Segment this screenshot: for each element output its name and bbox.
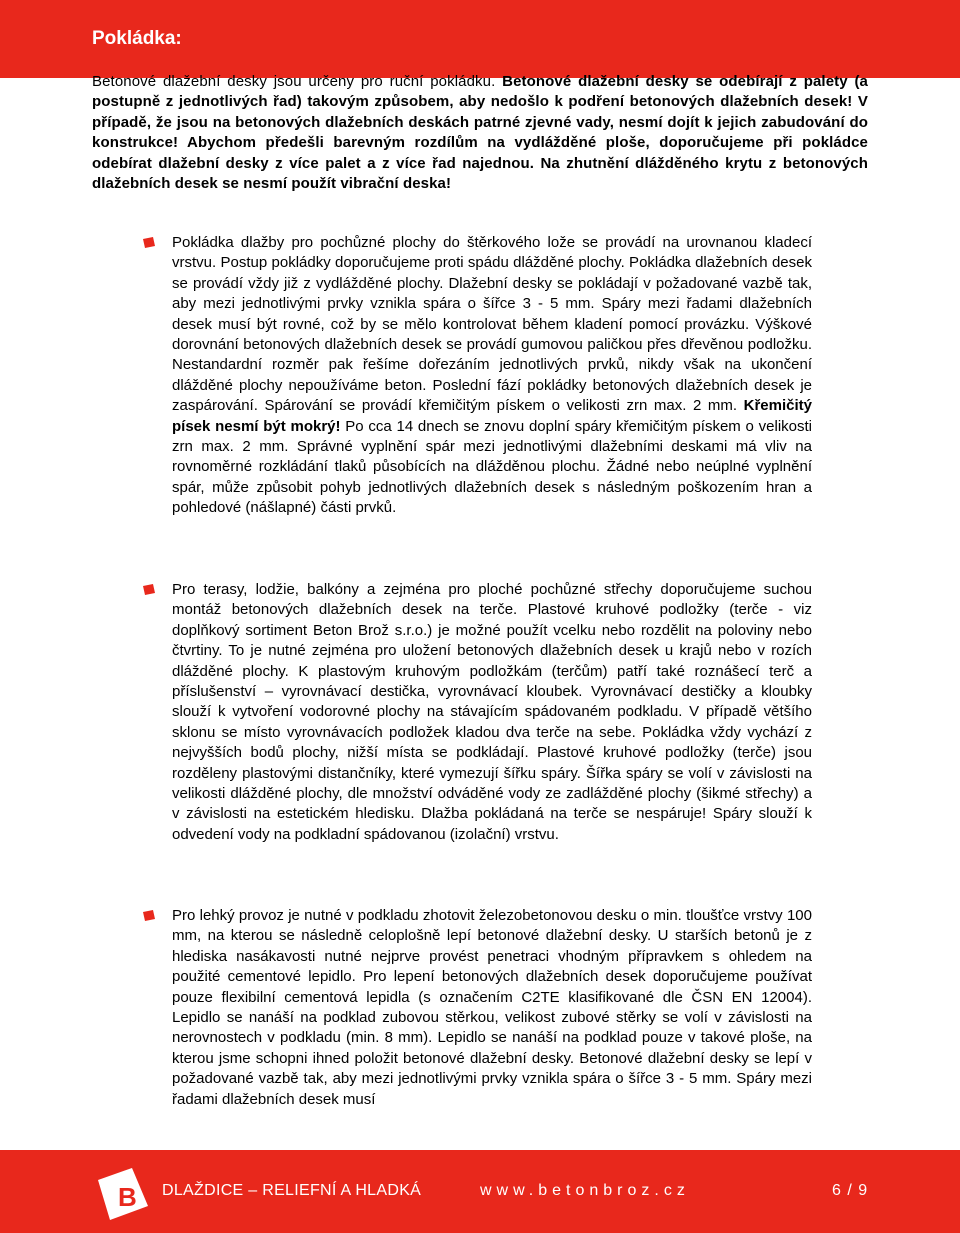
red-square-bullet-icon	[142, 237, 156, 248]
page-number: 6 / 9	[832, 1182, 869, 1199]
bullet-bold-text: Křemičitý písek nesmí být mokrý!	[172, 397, 812, 435]
bullet-text	[172, 906, 812, 1110]
intro-bold-text: Betonové dlažební desky se odebírají z palety (a postupně z jednotlivých řad) takovým způsobem, aby nedošlo k podření betonových dlažebních desek! V případě, že jsou na betonových dlažebních deskách patrné zjevné vady, nesmí dojít k jejich zabudování do konstrukce! Abychom předešli barevným rozdílům na vydlážděné ploše, doporučujeme při pokládce odebírat dlažební desky z více palet a z více řad najednou. Na zhutnění dlážděného krytu z betonových dlažebních desek se nesmí použít vibrační deska!	[92, 73, 868, 193]
bullet-text-part: Pokládka dlažby pro pochůzné plochy do štěrkového lože se provádí na urovnanou kladecí vrstvu. Postup pokládky doporučujeme proti spádu dlážděné plochy. Pokládka dlažebních desek se provádí vždy již z vydlážděné plochy. Dlažební desky se pokládají v požadované vazbě tak, aby mezi jednotlivými prvky vznikla spára o šířce 3 - 5 mm. Spáry mezi řadami dlažebních desek musí být rovné, což by se mělo kontrolovat během kladení pomocí provázku. Výškové dorovnání betonových dlažebních desek se provádí gumovou paličkou přes dřevěnou podložku. Nestandardní rozměr pak řešíme dořezáním jednotlivých prvků, nikdy však na ukončení dlážděné plochy nepoužíváme beton. Poslední fází pokládky betonových dlažebních desek je zaspárování. Spárování se provádí křemičitým pískem o velikosti zrn max. 2 mm.	[172, 234, 812, 415]
red-square-bullet-icon	[142, 584, 156, 595]
page-footer	[0, 1150, 960, 1233]
bullet-text	[172, 233, 812, 519]
intro-text: Betonové dlažební desky jsou určeny pro ruční pokládku.	[92, 73, 503, 90]
svg-text:B: B	[118, 1182, 137, 1212]
page-title: Pokládka:	[92, 28, 182, 49]
bullet-item	[92, 580, 812, 845]
beton-broz-logo-icon	[92, 1162, 154, 1224]
bullet-item	[92, 233, 812, 519]
footer-product-line: DLAŽDICE – RELIEFNÍ A HLADKÁ	[162, 1182, 422, 1199]
bullet-text-part: Po cca 14 dnech se znovu doplní spáry křemičitým pískem o velikosti zrn max. 2 mm. Správné vyplnění spár mezi jednotlivými dlažebními deskami má vliv na rovnoměrné rozkládání tlaků působících na dlážděnou plochu. Žádné nebo neúplné vyplnění spár, může způsobit pohyb jednotlivých dlažebních desek s následným poškozením hran a pohledové (nášlapné) části prvků.	[172, 417, 812, 517]
footer-website-link[interactable]: www.betonbroz.cz	[480, 1182, 690, 1199]
bullet-text	[172, 580, 812, 845]
intro-paragraph	[92, 72, 868, 194]
bullet-text-part: Pro terasy, lodžie, balkóny a zejména pro ploché pochůzné střechy doporučujeme suchou montáž betonových dlažebních desek na terče. Plastové kruhové podložky (terče - viz doplňkový sortiment Beton Brož s.r.o.) je možné použít vcelku nebo rozdělit na poloviny nebo čtvrtiny. To je nutné zejména pro uložení betonových dlažebních desek u krajů nebo v rozích dlážděné plochy. K plastovým kruhovým podložkám (terčům) patří také roznášecí terč a příslušenství – vyrovnávací destička, vyrovnávací kloubek. Vyrovnávací destičky a kloubky slouží k vytvoření vodorovné plochy na stávajícím spádovaném podkladu. V případě většího sklonu se místo vyrovnávacích podložek kladou dva terče na sebe. Pokládka vždy vychází z nejvyšších bodů plochy, nižší místa se podkládají. Plastové kruhové podložky (terče) jsou rozděleny plastovými distančníky, které vymezují šířku spáry. Šířka spáry se volí v závislosti na velikosti dlážděné plochy, dle množství odváděné vody ze zadlážděné plochy (šikmé střechy) a v závislosti na estetickém hledisku. Dlažba pokládaná na terče se nespáruje! Spáry slouží k odvedení vody na podkladní spádovanou (izolační) vrstvu.	[172, 581, 812, 843]
page-header	[0, 0, 960, 78]
red-square-bullet-icon	[142, 910, 156, 921]
bullet-item	[92, 906, 812, 1110]
bullet-text-part: Pro lehký provoz je nutné v podkladu zhotovit železobetonovou desku o min. tloušťce vrstvy 100 mm, na kterou se následně celoplošně lepí betonové dlažební desky. U starších betonů je z hlediska nasákavosti nutné nejprve provést penetraci vhodným přípravkem s ohledem na použité cementové lepidlo. Pro lepení betonových dlažebních desek doporučujeme používat pouze flexibilní cementová lepidla (s označením C2TE klasifikované dle ČSN EN 12004). Lepidlo se nanáší na podklad zubovou stěrkou, velikost zubové stěrky se volí v závislosti na nerovnostech v podkladu (min. 8 mm). Lepidlo se nanáší na podklad pouze v takové ploše, na kterou jsme schopni ihned položit betonové dlažební desky. Betonové dlažební desky se lepí v požadované vazbě tak, aby mezi jednotlivými prvky vznikla spára o šířce 3 - 5 mm. Spáry mezi řadami dlažebních desek musí	[172, 907, 812, 1108]
